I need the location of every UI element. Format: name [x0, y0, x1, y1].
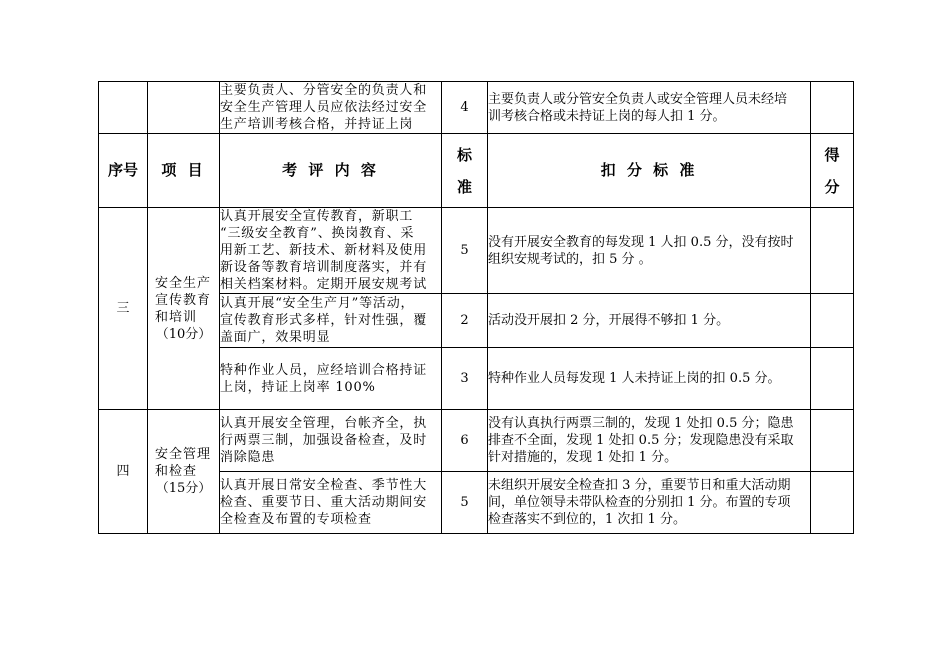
standard-score-cell: 5	[442, 208, 488, 294]
content-line: 特种作业人员，应经培训合格持证	[220, 362, 428, 378]
header-score-char: 分	[824, 177, 840, 196]
section-item-line: 安全管理	[155, 447, 212, 462]
content-line: 认真开展安全宣传教育，新职工	[220, 209, 414, 224]
score-cell-empty	[811, 348, 854, 410]
content-line: 主要负责人、分管安全的负责人和	[220, 83, 428, 98]
content-line: 宣传教育形式多样，针对性强，覆	[220, 313, 428, 328]
table-row-continuation	[99, 82, 854, 134]
content-line: 认真开展“安全生产月”等活动，	[220, 296, 415, 311]
section-item	[148, 208, 220, 410]
section-item-points: （15分）	[155, 481, 212, 496]
header-number: 序号	[99, 134, 148, 208]
standard-score-cell: 4	[442, 82, 488, 134]
standard-score-cell: 6	[442, 410, 488, 472]
header-score-char: 得	[824, 145, 840, 164]
header-content: 考 评 内 容	[220, 134, 442, 208]
content-line: 全检查及布置的专项检查	[220, 512, 372, 527]
score-cell-empty	[811, 82, 854, 134]
content-cell	[220, 208, 442, 294]
content-line: 相关档案材料。定期开展安规考试	[220, 277, 428, 292]
content-cell	[220, 348, 442, 410]
section-number: 三	[99, 208, 148, 410]
header-deduction: 扣 分 标 准	[488, 134, 811, 208]
score-cell-empty	[811, 294, 854, 348]
score-cell-empty	[811, 208, 854, 294]
deduction-line: 训考核合格或未持证上岗的每人扣 1 分。	[488, 108, 726, 124]
deduction-line: 没有开展安全教育的每发现 1 人扣 0.5 分，没有按时	[488, 234, 794, 250]
table-row	[99, 208, 854, 294]
deduction-line: 针对措施的，发现 1 处扣 1 分。	[488, 450, 678, 465]
table-row	[99, 410, 854, 472]
header-standard	[442, 134, 488, 208]
item-cell-empty	[148, 82, 220, 134]
section-item-line: 安全生产	[155, 275, 212, 291]
score-cell-empty	[811, 410, 854, 472]
deduction-line: 排查不全面，发现 1 处扣 0.5 分；发现隐患没有采取	[488, 433, 794, 448]
standard-score-cell: 5	[442, 472, 488, 534]
header-item: 项 目	[148, 134, 220, 208]
deduction-cell	[488, 208, 811, 294]
content-cell	[220, 472, 442, 534]
deduction-line: 检查落实不到位的，1 次扣 1 分。	[488, 512, 686, 527]
content-line: 安全生产管理人员应依法经过安全	[220, 100, 428, 115]
content-cell	[220, 82, 442, 134]
section-item-line: 和检查	[155, 464, 198, 479]
deduction-line: 活动没开展扣 2 分，开展得不够扣 1 分。	[488, 313, 730, 328]
deduction-cell	[488, 410, 811, 472]
section-item-line: 宣传教育	[155, 292, 212, 308]
header-standard-char: 标	[456, 145, 472, 164]
content-line: “三级安全教育”、换岗教育、采	[220, 226, 415, 241]
content-line: 生产培训考核合格，并持证上岗	[220, 117, 414, 132]
deduction-cell	[488, 294, 811, 348]
content-line: 认真开展安全管理，台帐齐全，执	[220, 416, 428, 431]
section-item	[148, 410, 220, 534]
content-line: 盖面广，效果明显	[220, 330, 331, 345]
content-cell	[220, 410, 442, 472]
deduction-line: 主要负责人或分管安全负责人或安全管理人员未经培	[488, 91, 788, 107]
deduction-line: 特种作业人员每发现 1 人未持证上岗的扣 0.5 分。	[488, 371, 781, 386]
content-cell	[220, 294, 442, 348]
deduction-line: 未组织开展安全检查扣 3 分，重要节日和重大活动期	[488, 478, 791, 493]
content-line: 用新工艺、新技术、新材料及使用	[220, 243, 428, 258]
header-score	[811, 134, 854, 208]
content-line: 消除隐患	[220, 450, 276, 465]
deduction-line: 组织安规考试的，扣 5 分 。	[488, 251, 652, 267]
content-line: 行两票三制，加强设备检查，及时	[220, 433, 428, 448]
header-standard-char: 准	[456, 177, 472, 196]
content-line: 新设备等教育培训制度落实，并有	[220, 260, 428, 275]
deduction-line: 没有认真执行两票三制的，发现 1 处扣 0.5 分；隐患	[488, 416, 794, 431]
deduction-cell	[488, 348, 811, 410]
table-header-row	[99, 134, 854, 208]
deduction-line: 间，单位领导未带队检查的分别扣 1 分。布置的专项	[488, 495, 791, 510]
content-line: 认真开展日常安全检查、季节性大	[220, 478, 428, 493]
evaluation-table	[98, 81, 854, 534]
section-item-line: 和培训	[155, 309, 198, 325]
section-number: 四	[99, 410, 148, 534]
number-cell-empty	[99, 82, 148, 134]
deduction-cell	[488, 472, 811, 534]
standard-score-cell: 3	[442, 348, 488, 410]
content-line: 检查、重要节日、重大活动期间安	[220, 495, 428, 510]
section-item-points: （10分）	[155, 326, 212, 342]
standard-score-cell: 2	[442, 294, 488, 348]
deduction-cell	[488, 82, 811, 134]
content-line: 上岗，持证上岗率 100%	[220, 379, 376, 395]
score-cell-empty	[811, 472, 854, 534]
